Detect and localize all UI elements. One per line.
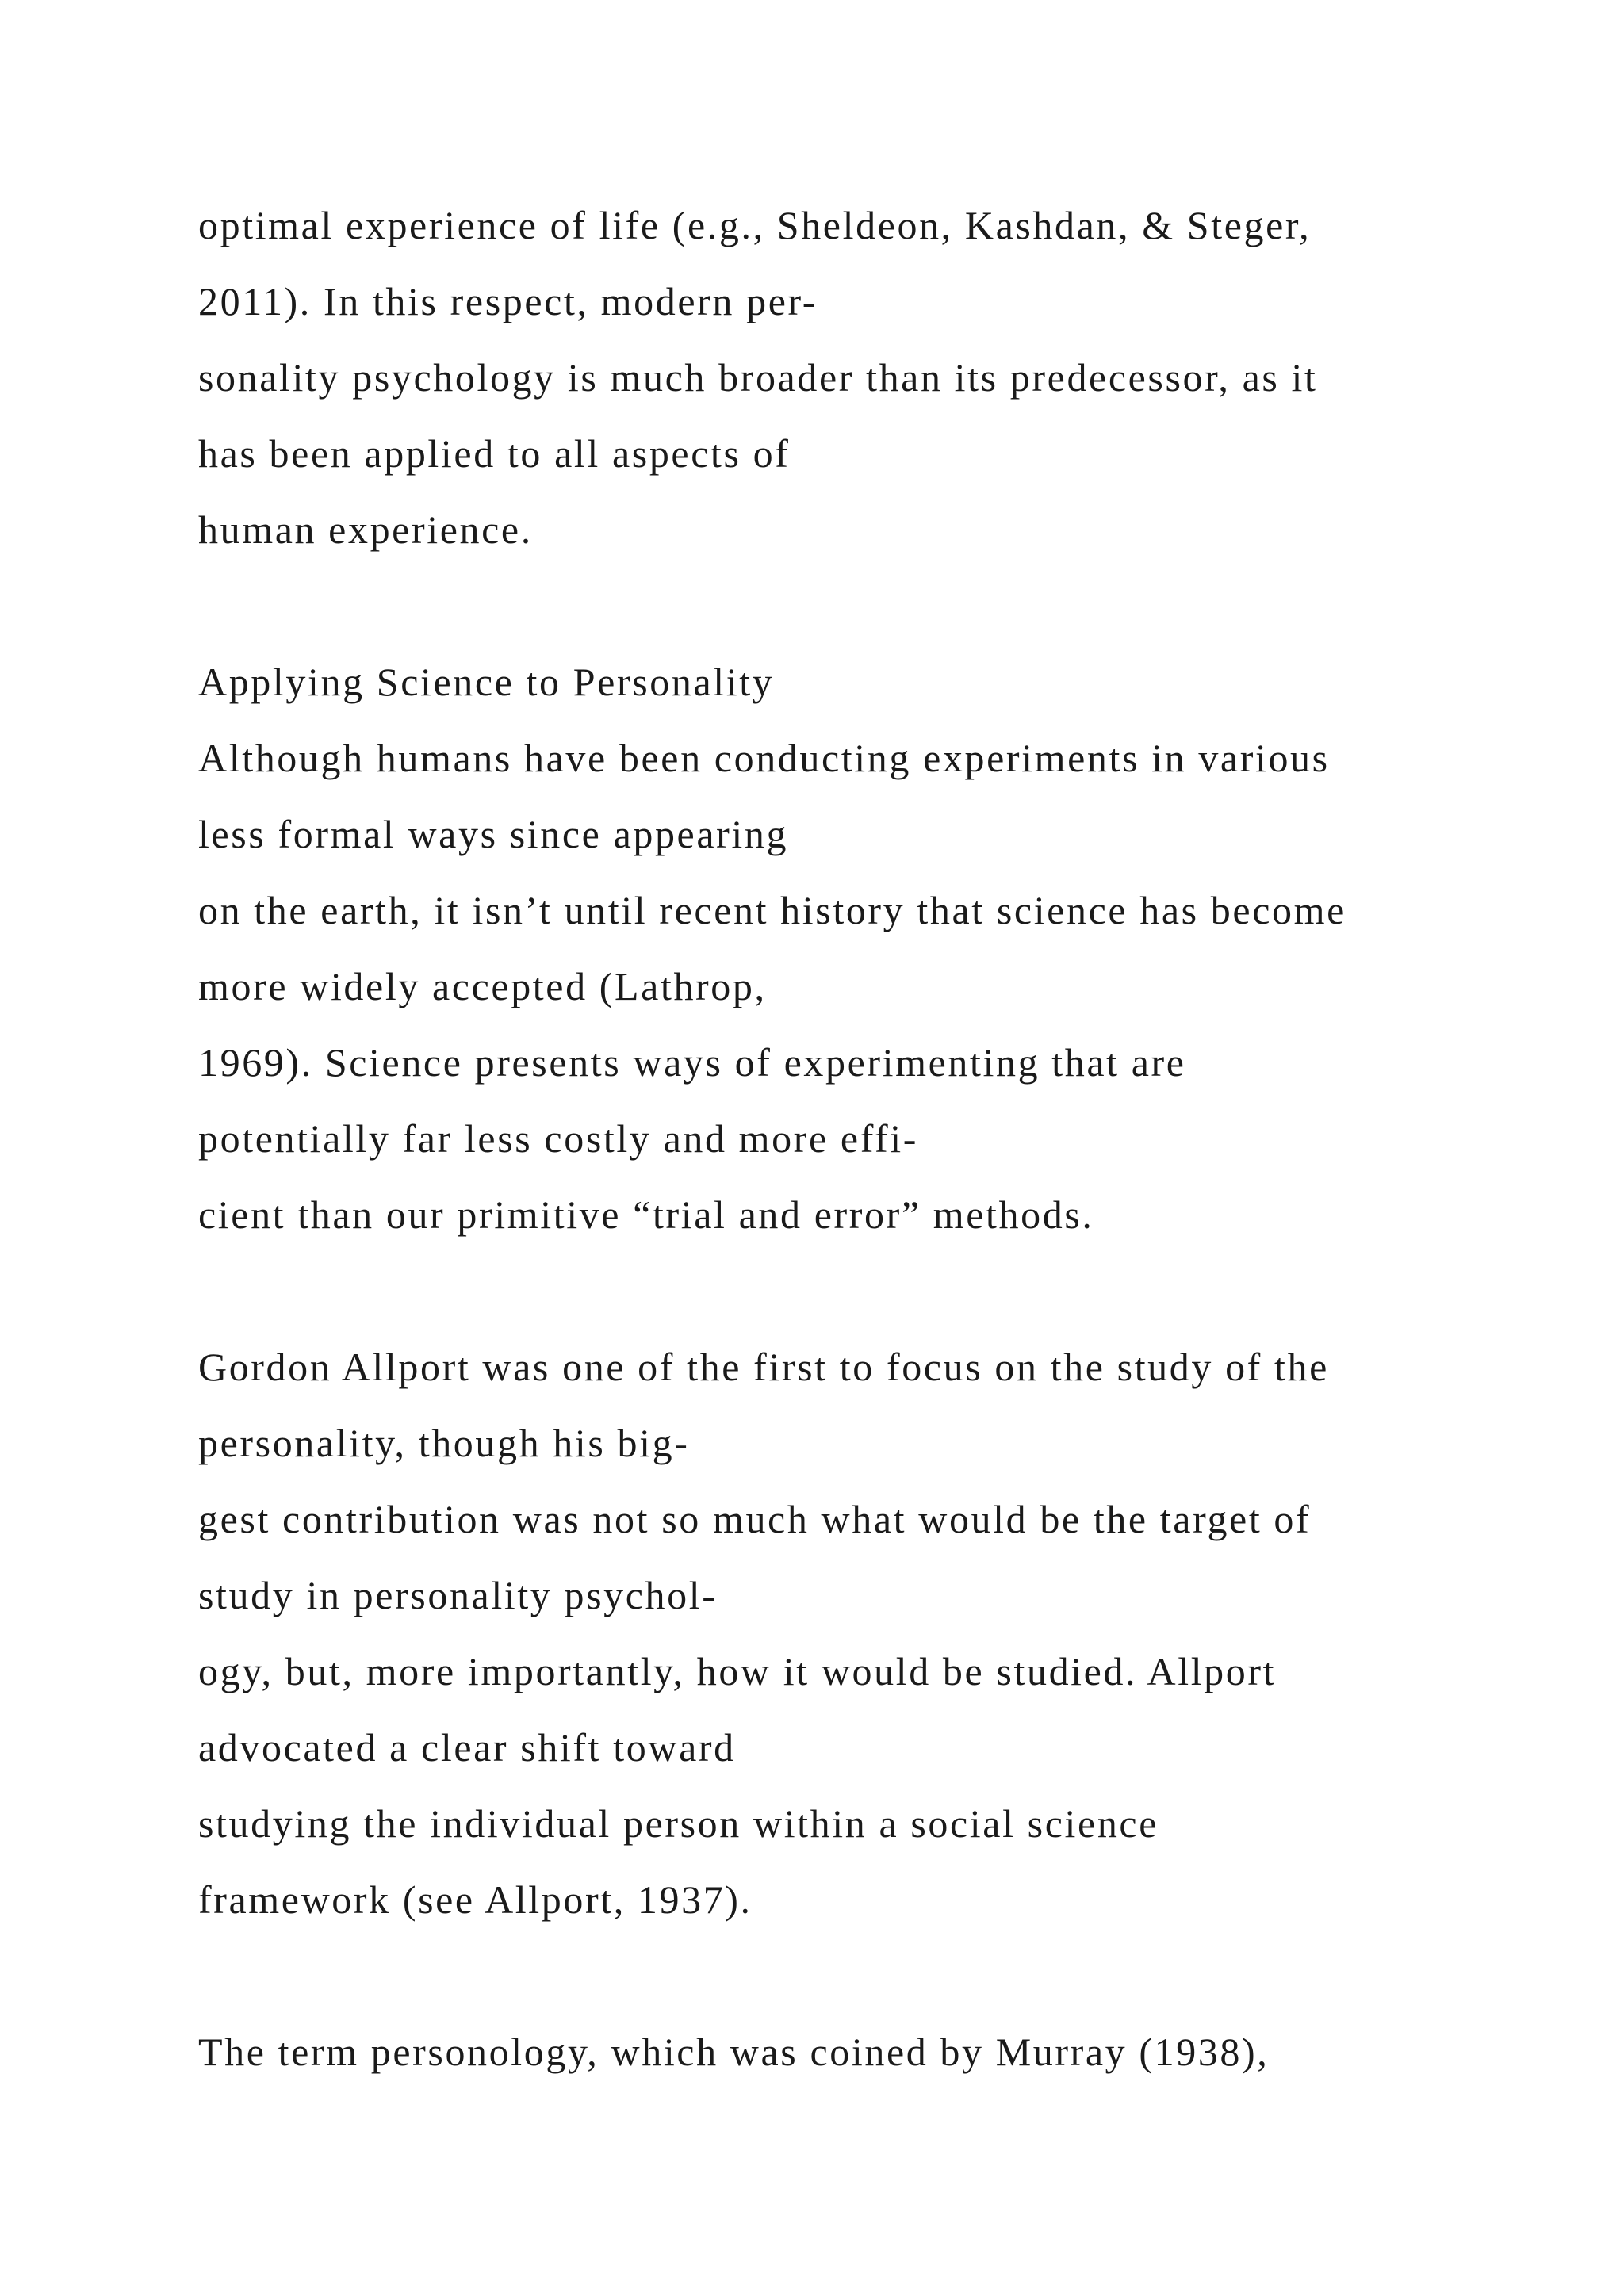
text-line: ogy, but, more importantly, how it would be studied. Allport	[198, 1649, 1277, 1693]
text-line: more widely accepted (Lathrop,	[198, 964, 767, 1008]
document-body	[198, 187, 1562, 2090]
paragraph-spacer	[198, 568, 1562, 644]
text-line: gest contribution was not so much what would be the target of	[198, 1497, 1312, 1541]
text-line: 1969). Science presents ways of experimenting that are	[198, 1040, 1186, 1085]
text-line: 2011). In this respect, modern per-	[198, 279, 818, 323]
text-line: study in personality psychol-	[198, 1573, 718, 1617]
text-line: has been applied to all aspects of	[198, 431, 791, 476]
text-line: optimal experience of life (e.g., Sheldeon, Kashdan, & Steger,	[198, 203, 1312, 247]
text-line: advocated a clear shift toward	[198, 1725, 736, 1770]
paragraph-allport	[198, 1329, 1562, 1938]
paragraph-spacer	[198, 1938, 1562, 2014]
text-line: cient than our primitive “trial and error” methods.	[198, 1192, 1094, 1237]
text-line: framework (see Allport, 1937).	[198, 1877, 753, 1922]
text-line: personality, though his big-	[198, 1421, 690, 1465]
text-line: studying the individual person within a social science	[198, 1801, 1159, 1846]
paragraph-personology	[198, 2014, 1562, 2090]
text-line: sonality psychology is much broader than its predecessor, as it	[198, 355, 1318, 400]
text-line: Applying Science to Personality	[198, 660, 775, 704]
section-heading	[198, 644, 1562, 720]
text-line: less formal ways since appearing	[198, 812, 789, 856]
text-line: on the earth, it isn’t until recent history that science has become	[198, 888, 1346, 932]
text-line: Although humans have been conducting experiments in various	[198, 736, 1330, 780]
paragraph-science	[198, 720, 1562, 1253]
text-line: potentially far less costly and more effi-	[198, 1116, 919, 1161]
text-line: Gordon Allport was one of the first to focus on the study of the	[198, 1345, 1329, 1389]
paragraph-spacer	[198, 1253, 1562, 1329]
paragraph-continuation	[198, 187, 1562, 568]
text-line: human experience.	[198, 507, 533, 552]
text-line: The term personology, which was coined by Murray (1938),	[198, 2030, 1270, 2074]
